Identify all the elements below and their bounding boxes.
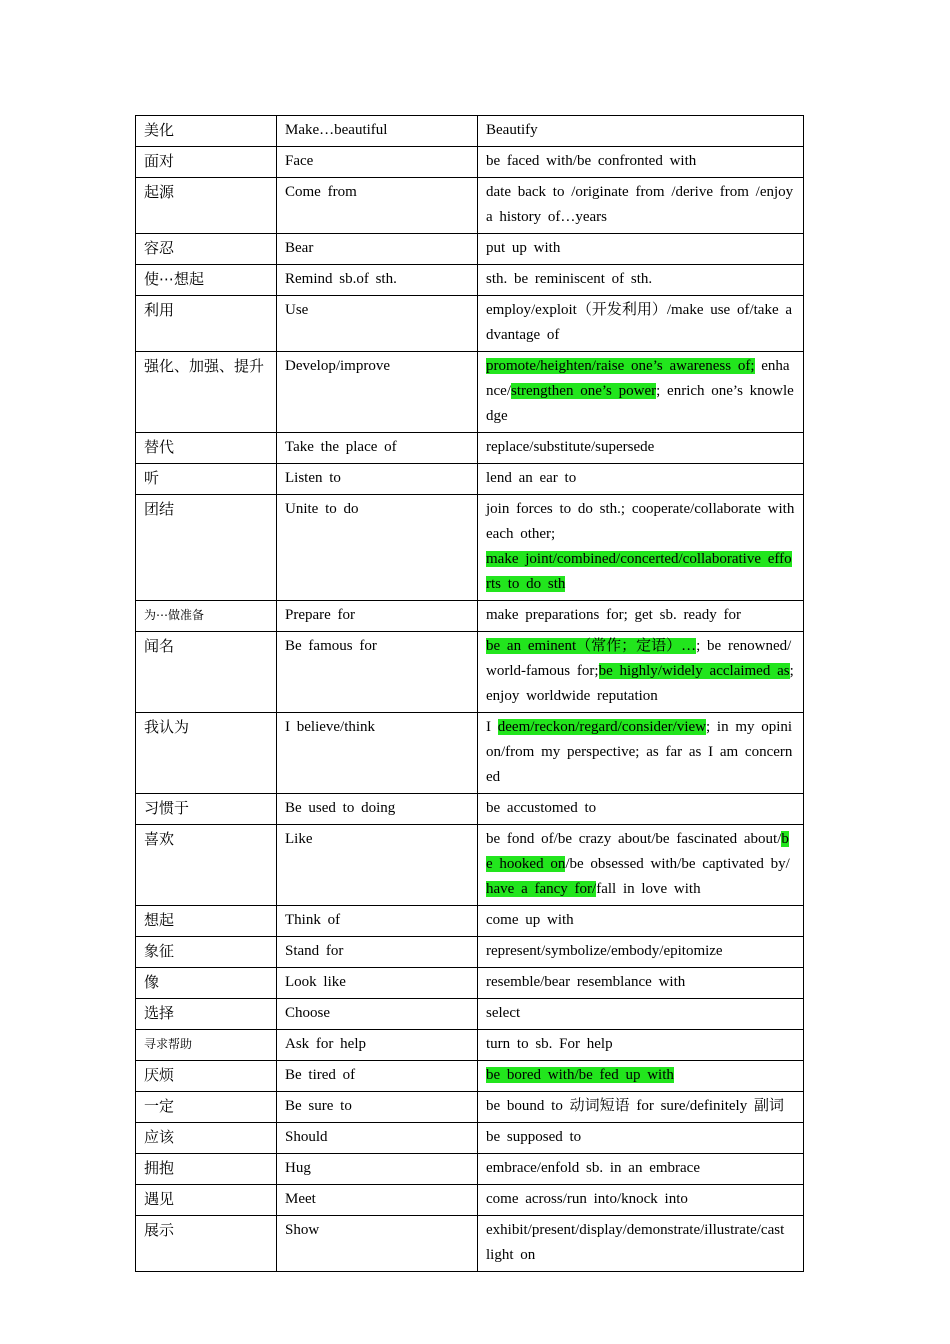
advanced-expression-cell — [478, 464, 804, 495]
basic-expression-cell: Look like — [277, 968, 478, 999]
phrase-text: sth. be reminiscent of sth. — [486, 271, 653, 287]
table-row — [136, 147, 804, 178]
phrase-text: put up with — [486, 240, 561, 256]
phrase-text: fall in love with — [596, 881, 701, 897]
basic-expression-cell: Take the place of — [277, 433, 478, 464]
advanced-expression-cell — [478, 937, 804, 968]
phrase-text: resemble/bear resemblance with — [486, 974, 686, 990]
chinese-term-cell: 展示 — [136, 1216, 277, 1272]
basic-expression-cell: Come from — [277, 178, 478, 234]
highlighted-phrase: promote/heighten/raise one’s awareness of; — [486, 358, 755, 374]
chinese-term-cell: 喜欢 — [136, 825, 277, 906]
phrase-text: ; be renowned/world-famous for; — [486, 638, 792, 679]
basic-expression-cell: Stand for — [277, 937, 478, 968]
chinese-term-cell: 像 — [136, 968, 277, 999]
chinese-term-cell: 容忍 — [136, 234, 277, 265]
advanced-expression-cell — [478, 968, 804, 999]
advanced-expression-cell — [478, 1216, 804, 1272]
highlighted-phrase: have a fancy for/ — [486, 881, 597, 897]
highlighted-phrase: strengthen one’s power — [510, 383, 657, 399]
basic-expression-cell: Make…beautiful — [277, 116, 478, 147]
phrase-text: make preparations for; get sb. ready for — [486, 607, 741, 623]
highlighted-phrase: be bored with/be fed up with — [486, 1067, 674, 1083]
basic-expression-cell: Face — [277, 147, 478, 178]
chinese-term-cell: 应该 — [136, 1123, 277, 1154]
phrase-text: be accustomed to — [486, 800, 597, 816]
table-row — [136, 495, 804, 601]
basic-expression-cell: Should — [277, 1123, 478, 1154]
advanced-expression-cell — [478, 1061, 804, 1092]
phrase-text: employ/exploit（开发利用）/make use of/take advantage of — [486, 302, 793, 343]
phrase-text: ; in my opinion/from my perspective; as far as I am concerned — [486, 719, 793, 785]
document-page — [135, 115, 803, 1272]
chinese-term-cell: 强化、加强、提升 — [136, 352, 277, 433]
table-row — [136, 632, 804, 713]
phrase-text: exhibit/present/display/demonstrate/illustrate/cast light on — [486, 1222, 785, 1263]
phrase-text: ; enrich one’s knowledge — [486, 383, 794, 424]
chinese-term-cell: 我认为 — [136, 713, 277, 794]
highlighted-phrase: deem/reckon/regard/consider/view — [497, 719, 706, 735]
phrase-text: replace/substitute/supersede — [486, 439, 655, 455]
table-row — [136, 713, 804, 794]
table-row — [136, 265, 804, 296]
advanced-expression-cell — [478, 116, 804, 147]
table-row — [136, 464, 804, 495]
advanced-expression-cell — [478, 999, 804, 1030]
table-row — [136, 352, 804, 433]
chinese-term-cell: 听 — [136, 464, 277, 495]
table-row — [136, 116, 804, 147]
basic-expression-cell: Use — [277, 296, 478, 352]
chinese-term-cell: 团结 — [136, 495, 277, 601]
phrase-text: be fond of/be crazy about/be fascinated about/ — [486, 831, 782, 847]
basic-expression-cell: Listen to — [277, 464, 478, 495]
chinese-term-cell: 厌烦 — [136, 1061, 277, 1092]
chinese-term-cell: 美化 — [136, 116, 277, 147]
chinese-term-cell: 遇见 — [136, 1185, 277, 1216]
highlighted-phrase: be highly/widely acclaimed as — [598, 663, 790, 679]
basic-expression-cell: Think of — [277, 906, 478, 937]
advanced-expression-cell — [478, 601, 804, 632]
phrase-text: come across/run into/knock into — [486, 1191, 688, 1207]
basic-expression-cell: I believe/think — [277, 713, 478, 794]
advanced-expression-cell — [478, 1123, 804, 1154]
table-row — [136, 1092, 804, 1123]
phrase-text: lend an ear to — [486, 470, 577, 486]
advanced-expression-cell — [478, 825, 804, 906]
advanced-expression-cell — [478, 296, 804, 352]
phrase-text: be bound to 动词短语 for sure/definitely 副词 — [486, 1098, 784, 1114]
advanced-expression-cell — [478, 234, 804, 265]
basic-expression-cell: Bear — [277, 234, 478, 265]
basic-expression-cell: Show — [277, 1216, 478, 1272]
phrase-text: I — [486, 719, 498, 735]
highlighted-phrase: be hooked on — [486, 831, 789, 872]
basic-expression-cell: Ask for help — [277, 1030, 478, 1061]
phrase-text: be supposed to — [486, 1129, 582, 1145]
chinese-term-cell: 一定 — [136, 1092, 277, 1123]
phrase-text: embrace/enfold sb. in an embrace — [486, 1160, 700, 1176]
phrase-text: come up with — [486, 912, 574, 928]
vocabulary-table-body — [136, 116, 804, 1272]
basic-expression-cell: Be tired of — [277, 1061, 478, 1092]
chinese-term-cell: 为⋯做准备 — [136, 601, 277, 632]
chinese-term-cell: 拥抱 — [136, 1154, 277, 1185]
chinese-term-cell: 象征 — [136, 937, 277, 968]
advanced-expression-cell — [478, 1092, 804, 1123]
advanced-expression-cell — [478, 794, 804, 825]
chinese-term-cell: 寻求帮助 — [136, 1030, 277, 1061]
chinese-term-cell: 替代 — [136, 433, 277, 464]
vocabulary-table — [135, 115, 804, 1272]
basic-expression-cell: Be sure to — [277, 1092, 478, 1123]
chinese-term-cell: 习惯于 — [136, 794, 277, 825]
chinese-term-cell: 使⋯想起 — [136, 265, 277, 296]
table-row — [136, 234, 804, 265]
chinese-term-cell: 想起 — [136, 906, 277, 937]
table-row — [136, 794, 804, 825]
advanced-expression-cell — [478, 632, 804, 713]
chinese-term-cell: 利用 — [136, 296, 277, 352]
advanced-expression-cell — [478, 1030, 804, 1061]
table-row — [136, 296, 804, 352]
advanced-expression-cell — [478, 433, 804, 464]
basic-expression-cell: Develop/improve — [277, 352, 478, 433]
highlighted-phrase: be an eminent（常作；定语）… — [486, 638, 697, 654]
phrase-text: represent/symbolize/embody/epitomize — [486, 943, 723, 959]
table-row — [136, 1123, 804, 1154]
basic-expression-cell: Choose — [277, 999, 478, 1030]
phrase-text: be faced with/be confronted with — [486, 153, 697, 169]
basic-expression-cell: Unite to do — [277, 495, 478, 601]
basic-expression-cell: Remind sb.of sth. — [277, 265, 478, 296]
table-row — [136, 968, 804, 999]
phrase-text: /be obsessed with/be captivated by/ — [565, 856, 790, 872]
table-row — [136, 906, 804, 937]
table-row — [136, 178, 804, 234]
table-row — [136, 937, 804, 968]
basic-expression-cell: Meet — [277, 1185, 478, 1216]
table-row — [136, 999, 804, 1030]
table-row — [136, 825, 804, 906]
table-row — [136, 1061, 804, 1092]
phrase-text: join forces to do sth.; cooperate/collaborate with each other; — [486, 501, 795, 542]
advanced-expression-cell — [478, 713, 804, 794]
phrase-text: Beautify — [486, 122, 538, 138]
phrase-text: select — [486, 1005, 521, 1021]
highlighted-phrase: make joint/combined/concerted/collaborative efforts to do sth — [486, 551, 792, 592]
phrase-text: turn to sb. For help — [486, 1036, 613, 1052]
table-row — [136, 1030, 804, 1061]
phrase-text: ; enjoy worldwide reputation — [486, 663, 794, 704]
basic-expression-cell: Be famous for — [277, 632, 478, 713]
chinese-term-cell: 选择 — [136, 999, 277, 1030]
advanced-expression-cell — [478, 906, 804, 937]
phrase-text: date back to /originate from /derive from /enjoy a history of…years — [486, 184, 794, 225]
advanced-expression-cell — [478, 178, 804, 234]
basic-expression-cell: Hug — [277, 1154, 478, 1185]
advanced-expression-cell — [478, 265, 804, 296]
basic-expression-cell: Prepare for — [277, 601, 478, 632]
chinese-term-cell: 起源 — [136, 178, 277, 234]
basic-expression-cell: Be used to doing — [277, 794, 478, 825]
advanced-expression-cell — [478, 495, 804, 601]
table-row — [136, 601, 804, 632]
advanced-expression-cell — [478, 1185, 804, 1216]
advanced-expression-cell — [478, 147, 804, 178]
table-row — [136, 433, 804, 464]
table-row — [136, 1216, 804, 1272]
phrase-text: enhance/ — [486, 358, 790, 399]
table-row — [136, 1154, 804, 1185]
advanced-expression-cell — [478, 1154, 804, 1185]
chinese-term-cell: 闻名 — [136, 632, 277, 713]
table-row — [136, 1185, 804, 1216]
basic-expression-cell: Like — [277, 825, 478, 906]
advanced-expression-cell — [478, 352, 804, 433]
chinese-term-cell: 面对 — [136, 147, 277, 178]
